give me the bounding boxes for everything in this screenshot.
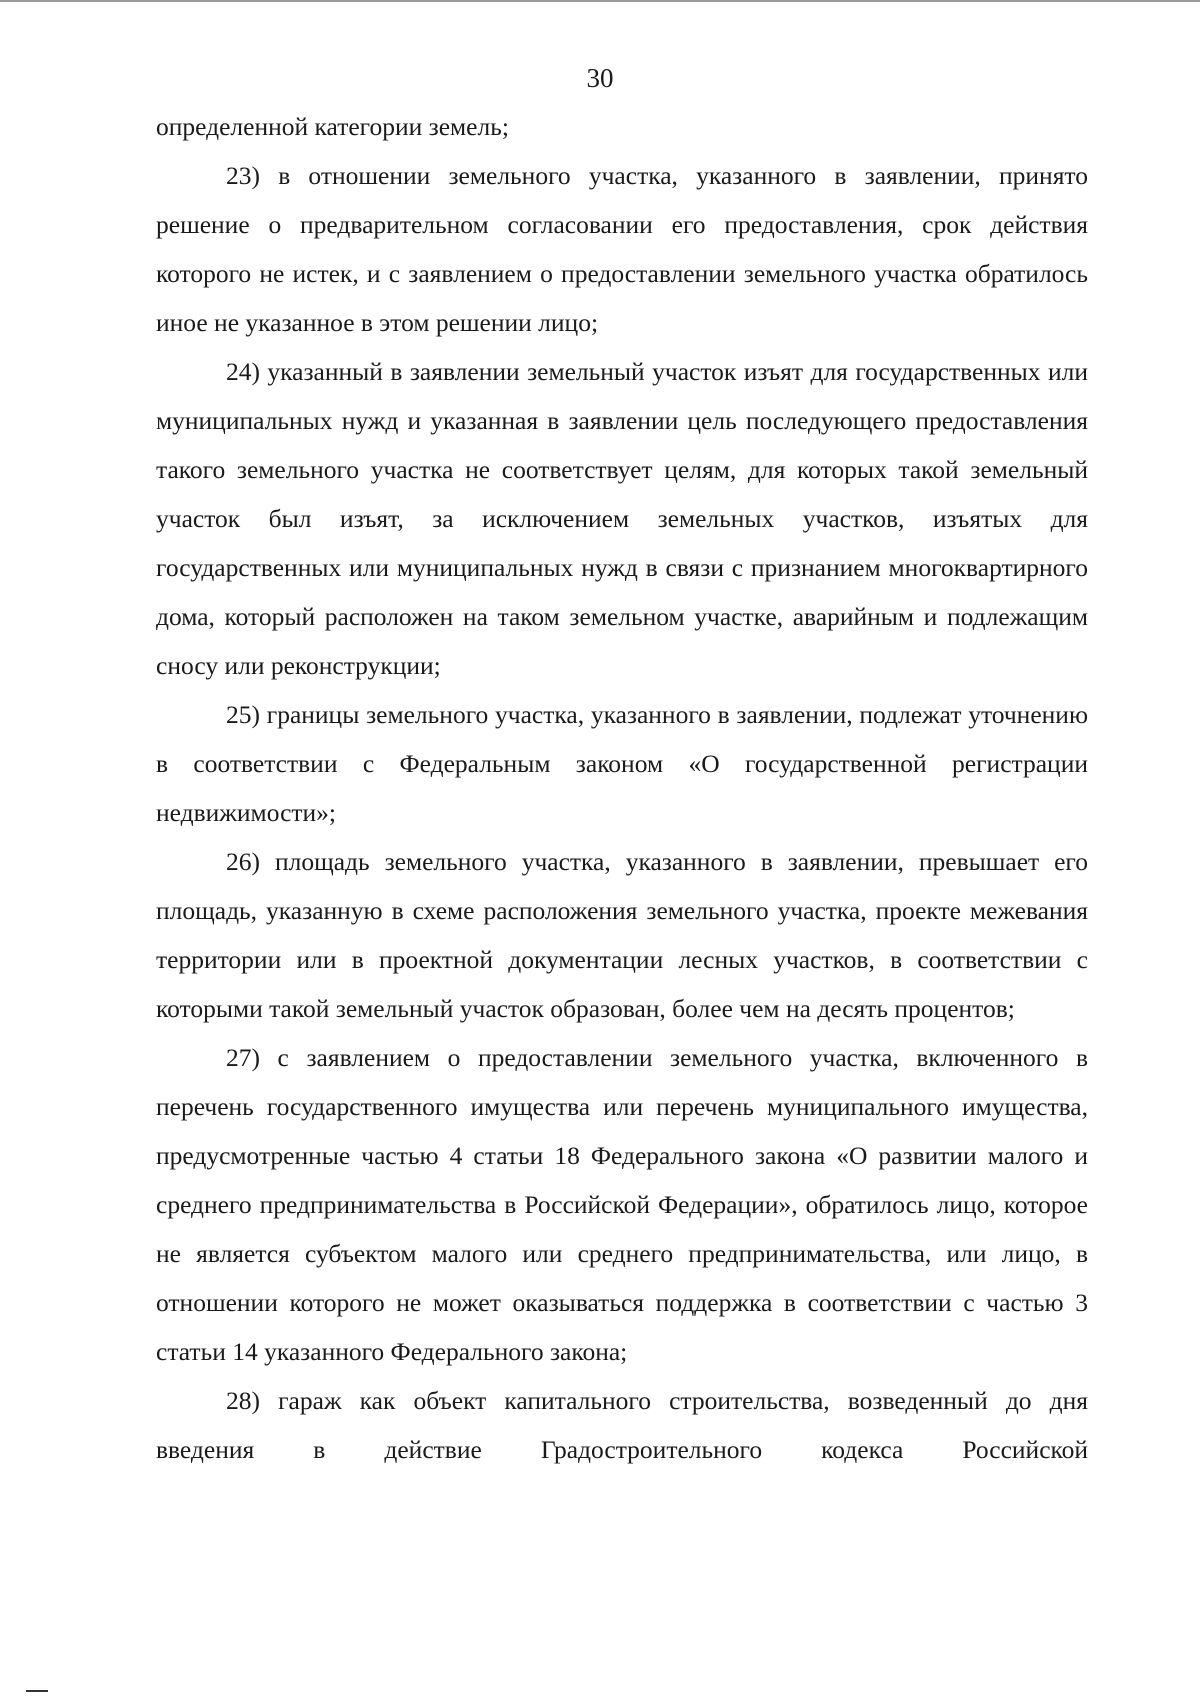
list-item-28: 28) гараж как объект капитального строительства, возведенный до дня введения в действие Градостроительного кодекса Российской [156, 1386, 1088, 1464]
page-number: 30 [586, 63, 614, 93]
list-item-25: 25) границы земельного участка, указанного в заявлении, подлежат уточнению в соответствии с Федеральным законом «О государственной регистрации недвижимости»; [156, 700, 1088, 827]
top-border-line [0, 0, 1200, 2]
document-body [156, 102, 1088, 1474]
list-item-26: 26) площадь земельного участка, указанного в заявлении, превышает его площадь, указанную в схеме расположения земельного участка, проекте межевания территории или в проектной документации лесных участков, в соответствии с которыми такой земельный участок образован, более чем на десять процентов; [156, 847, 1088, 1023]
list-item-24: 24) указанный в заявлении земельный участок изъят для государственных или муниципальных нужд и указанная в заявлении цель последующего предоставления такого земельного участка не соответствует целям, для которых такой земельный участок был изъят, за исключением земельных участков, изъятых для государственных или муниципальных нужд в связи с признанием многоквартирного дома, который расположен на таком земельном участке, аварийным и подлежащим сносу или реконструкции; [156, 357, 1088, 680]
scan-corner-mark [26, 1690, 48, 1692]
list-item-23: 23) в отношении земельного участка, указанного в заявлении, принято решение о предварительном согласовании его предоставления, срок действия которого не истек, и с заявлением о предоставлении земельного участка обратилось иное не указанное в этом решении лицо; [156, 161, 1088, 337]
list-item-27: 27) с заявлением о предоставлении земельного участка, включенного в перечень государственного имущества или перечень муниципального имущества, предусмотренные частью 4 статьи 18 Федерального закона «О развитии малого и среднего предпринимательства в Российской Федерации», обратилось лицо, которое не является субъектом малого или среднего предпринимательства, или лицо, в отношении которого не может оказываться поддержка в соответствии с частью 3 статьи 14 указанного Федерального закона; [156, 1043, 1088, 1366]
paragraph-continuation: определенной категории земель; [156, 112, 509, 141]
